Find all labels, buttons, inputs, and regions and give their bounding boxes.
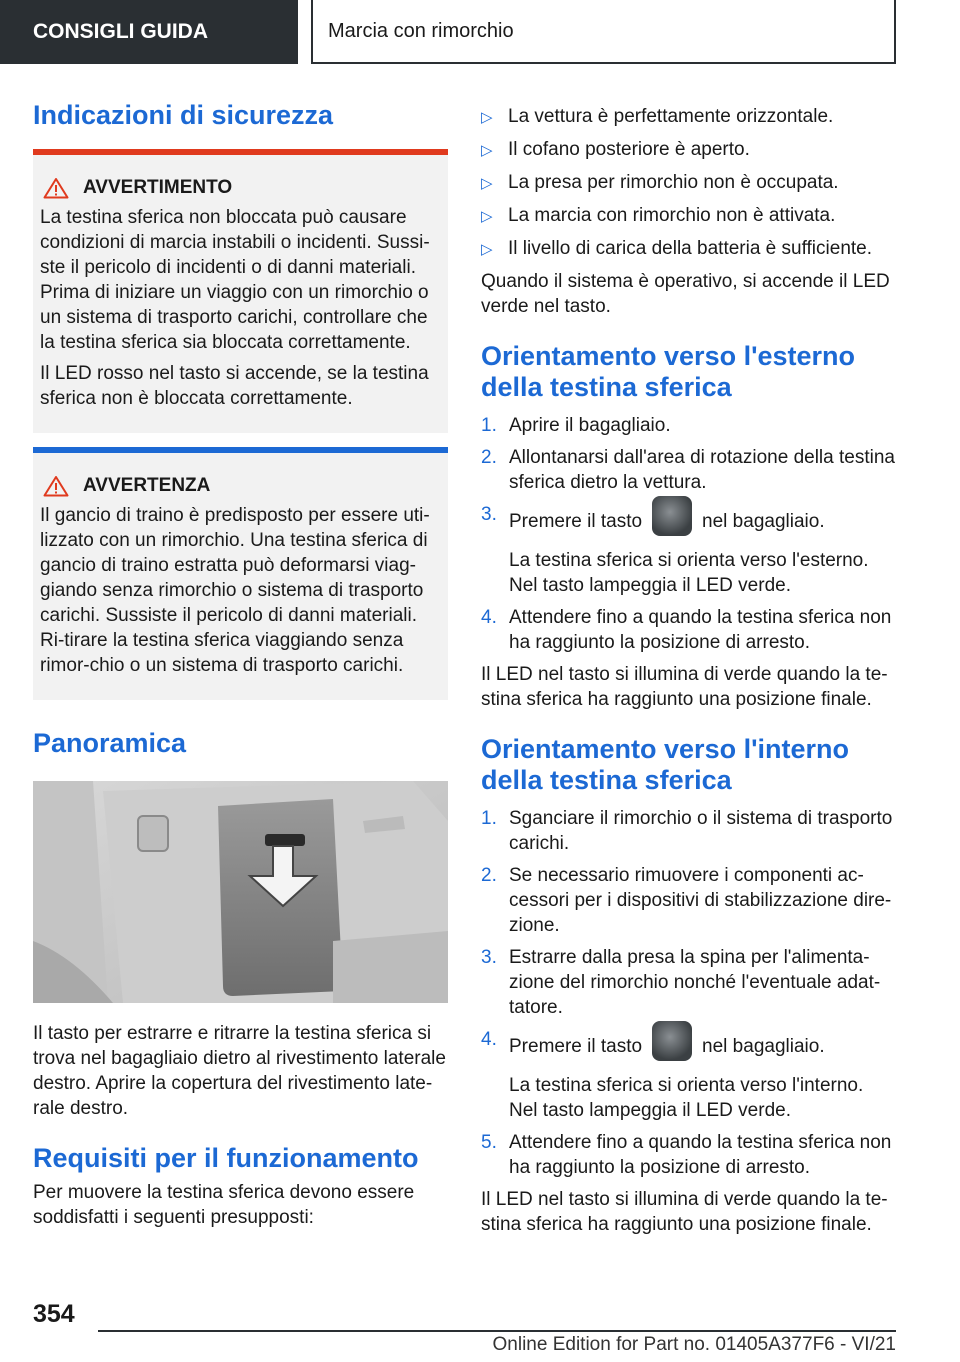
trunk-illustration	[33, 781, 448, 1003]
left-column	[33, 100, 448, 1230]
caution-triangle-icon	[43, 475, 69, 497]
overview-text: Il tasto per estrarre e ritrarre la testina sferica si trova nel bagagliaio dietro al rivestimento laterale destro. Aprire la copertura del rivestimento late-rale destro.	[33, 1023, 446, 1120]
caution-box	[33, 447, 448, 700]
triangle-bullet-icon: ▷	[481, 175, 493, 192]
overview-heading: Panoramica	[33, 728, 187, 759]
ball-head-button-icon	[652, 496, 692, 536]
list-item: 3. Estrarre dalla presa la spina per l'alimenta-zione del rimorchio nonché l'eventuale adat-tatore.	[481, 947, 881, 1019]
list-item: ▷ Il cofano posteriore è aperto.	[481, 137, 896, 163]
list-item: ▷ La presa per rimorchio non è occupata.	[481, 170, 896, 196]
right-column	[481, 100, 896, 1237]
warning-box	[33, 149, 448, 433]
warning-triangle-icon	[43, 177, 69, 199]
warning-label: AVVERTIMENTO	[83, 177, 233, 199]
swing-in-steps	[481, 806, 896, 1180]
list-item: 2. Allontanarsi dall'area di rotazione della testina sferica dietro la vettura.	[481, 447, 895, 494]
list-item: ▷ La marcia con rimorchio non è attivata.	[481, 203, 896, 229]
list-item: ▷ Il livello di carica della batteria è sufficiente.	[481, 236, 896, 262]
swing-in-outro: Il LED nel tasto si illumina di verde quando la te-stina sferica ha raggiunto una posizione finale.	[481, 1189, 888, 1236]
warning-title	[40, 177, 440, 199]
list-item: 5. Attendere fino a quando la testina sferica non ha raggiunto la posizione di arresto.	[481, 1132, 892, 1179]
triangle-bullet-icon: ▷	[481, 241, 493, 258]
topic-tab	[311, 0, 896, 64]
caution-label: AVVERTENZA	[83, 475, 211, 497]
requirements-intro: Per muovere la testina sferica devono essere soddisfatti i seguenti presupposti:	[33, 1182, 415, 1229]
topic-label: Marcia con rimorchio	[328, 19, 514, 42]
page-number: 354	[33, 1300, 75, 1328]
step-note: La testina sferica si orienta verso l'interno. Nel tasto lampeggia il LED verde.	[509, 1075, 864, 1122]
list-item: 4. Attendere fino a quando la testina sferica non ha raggiunto la posizione di arresto.	[481, 607, 892, 654]
triangle-bullet-icon: ▷	[481, 142, 493, 159]
list-item: 1. Aprire il bagagliaio.	[481, 415, 671, 437]
chapter-label: CONSIGLI GUIDA	[33, 20, 209, 43]
list-item: ▷ La vettura è perfettamente orizzontale.	[481, 104, 896, 130]
list-item: 4. Premere il tasto nel bagagliaio. La testina sferica si orienta verso l'interno. Nel tasto lampeggia il LED verde.	[481, 1027, 896, 1123]
list-item: 2. Se necessario rimuovere i componenti ac-cessori per i dispositivi di stabilizzazione dire-zione.	[481, 865, 892, 937]
swing-out-heading: Orientamento verso l'esterno della testina sferica	[481, 341, 856, 403]
triangle-bullet-icon: ▷	[481, 208, 493, 225]
warning-text-1: La testina sferica non bloccata può causare condizioni di marcia instabili o incidenti. Sussi-ste il pericolo di incidenti o di danni materiali. Prima di iniziare un viaggio con un rimorchio o un sistema di trasporto carichi, controllare che la testina sferica sia bloccata correttamente.	[40, 207, 430, 354]
list-item: 3. Premere il tasto nel bagagliaio. La testina sferica si orienta verso l'esterno. Nel tasto lampeggia il LED verde.	[481, 502, 896, 598]
swing-in-heading: Orientamento verso l'interno della testina sferica	[481, 734, 849, 796]
safety-heading: Indicazioni di sicurezza	[33, 100, 334, 130]
warning-text-2: Il LED rosso nel tasto si accende, se la testina sferica non è bloccata correttamente.	[40, 363, 429, 410]
triangle-bullet-icon: ▷	[481, 109, 493, 126]
caution-title	[40, 475, 440, 497]
caution-text: Il gancio di traino è predisposto per essere uti-lizzato con un rimorchio. Una testina sferica di gancio di traino estratta può deformarsi viag-giando senza rimorchio o sistema di trasporto carichi. Sussiste il pericolo di danni materiali. Ri-tirare la testina sferica viaggiando senza rimor-chio o un sistema di trasporto carichi.	[40, 505, 430, 677]
edition-note: Online Edition for Part no. 01405A377F6 - VI/21	[492, 1334, 896, 1355]
swing-out-outro: Il LED nel tasto si illumina di verde quando la te-stina sferica ha raggiunto una posizione finale.	[481, 664, 888, 711]
chapter-tab	[0, 0, 298, 64]
ball-head-button-icon	[652, 1021, 692, 1061]
list-item: 1. Sganciare il rimorchio o il sistema di trasporto carichi.	[481, 808, 893, 855]
requirements-heading: Requisiti per il funzionamento	[33, 1143, 419, 1174]
trunk-button-photo	[33, 781, 448, 1003]
footer-rule	[98, 1330, 896, 1332]
requirements-outro: Quando il sistema è operativo, si accende il LED verde nel tasto.	[481, 271, 890, 317]
step-note: La testina sferica si orienta verso l'esterno. Nel tasto lampeggia il LED verde.	[509, 550, 869, 597]
requirements-list	[481, 104, 896, 262]
swing-out-steps	[481, 413, 896, 655]
